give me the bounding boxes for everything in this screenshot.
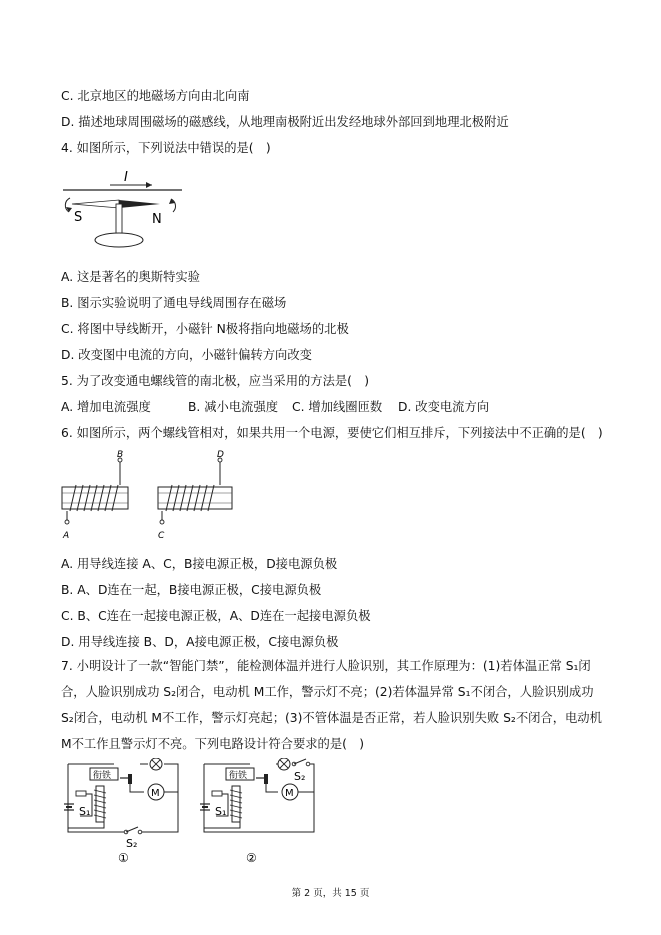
solenoids-figure	[58, 450, 238, 544]
terminal-b-label: B	[117, 450, 124, 460]
q6-option-a: A. 用导线连接 A、C，B接电源正极，D接电源负极	[61, 557, 338, 571]
q5-option-b: B. 减小电流强度	[188, 400, 279, 414]
relay-contact	[264, 774, 268, 784]
q5-option-d: D. 改变电流方向	[398, 400, 490, 414]
current-label: I	[124, 170, 128, 185]
terminal-a-label: A	[63, 531, 70, 541]
switch-s2	[294, 759, 306, 764]
switch-s1-label: S₁	[215, 805, 227, 818]
q6-option-d: D. 用导线连接 B、D，A接电源正极，C接电源负极	[61, 635, 339, 649]
q5-options	[61, 399, 489, 415]
south-pole-label: S	[74, 210, 83, 225]
q6-option-b: B. A、D连在一起，B接电源正极，C接电源负极	[61, 583, 322, 597]
needle-pivot-stand	[116, 204, 122, 234]
terminal-a	[65, 520, 69, 524]
q4-option-a: A. 这是著名的奥斯特实验	[61, 270, 200, 284]
resistor	[76, 791, 86, 796]
stand-base	[95, 233, 143, 247]
circuit-1-figure	[60, 758, 188, 864]
terminal-d-label: D	[217, 450, 224, 460]
armature-label: 衔铁	[229, 771, 248, 781]
motor-label: M	[285, 788, 294, 799]
q6-option-c: C. B、C连在一起接电源正极，A、D连在一起接电源负极	[61, 609, 371, 623]
q5-option-c: C. 增加线圈匝数	[292, 400, 383, 414]
switch-s2-label: S₂	[126, 837, 138, 850]
needle-south-half	[72, 200, 119, 208]
circuit-2-figure	[196, 758, 324, 864]
option-d-field-lines: D. 描述地球周围磁场的磁感线，从地理南极附近出发经地球外部回到地理北极附近	[61, 115, 509, 129]
q4-option-d: D. 改变图中电流的方向，小磁针偏转方向改变	[61, 348, 312, 362]
north-pole-label: N	[152, 212, 162, 227]
oersted-experiment-figure	[60, 168, 185, 258]
resistor	[212, 791, 222, 796]
needle-north-half	[119, 200, 160, 208]
question-5: 5. 为了改变通电螺线管的南北极，应当采用的方法是( )	[61, 374, 370, 388]
page-footer: 第 2 页，共 15 页	[291, 888, 370, 899]
terminal-c	[160, 520, 164, 524]
option-c-beijing: C. 北京地区的地磁场方向由北向南	[61, 89, 250, 103]
motor-label: M	[151, 788, 160, 799]
left-solenoid-core	[62, 487, 128, 509]
q4-option-b: B. 图示实验说明了通电导线周围存在磁场	[61, 296, 287, 310]
q5-option-a: A. 增加电流强度	[61, 400, 151, 414]
relay-contact	[128, 774, 132, 784]
circuit-2-label: ②	[246, 851, 257, 864]
terminal-c-label: C	[158, 531, 165, 541]
switch-s2	[126, 827, 138, 832]
question-7: 7. 小明设计了一款“智能门禁”，能检测体温并进行人脸识别，其工作原理为：(1)若体温正常 S₁闭合，人脸识别成功 S₂闭合，电动机 M工作，警示灯不亮；(2)若体温异常 S₁不闭合，人脸识别成功 S₂闭合，电动机 M不工作，警示灯亮起；(3)不管体温是否正常，若人脸识别失败 S₂不闭合，电动机 M不工作且警示灯不亮。下列电路设计符合要求的是( )	[61, 659, 602, 751]
armature-label: 衔铁	[93, 771, 112, 781]
q4-option-c: C. 将图中导线断开，小磁针 N极将指向地磁场的北极	[61, 322, 349, 336]
circuit-1-label: ①	[118, 851, 129, 864]
current-arrow-head	[146, 182, 152, 188]
question-4: 4. 如图所示，下列说法中错误的是( )	[61, 141, 271, 155]
question-6: 6. 如图所示，两个螺线管相对，如果共用一个电源，要使它们相互排斥，下列接法中不正确的是( )	[61, 426, 603, 440]
switch-s1-label: S₁	[79, 805, 91, 818]
switch-s2-label: S₂	[294, 770, 306, 783]
